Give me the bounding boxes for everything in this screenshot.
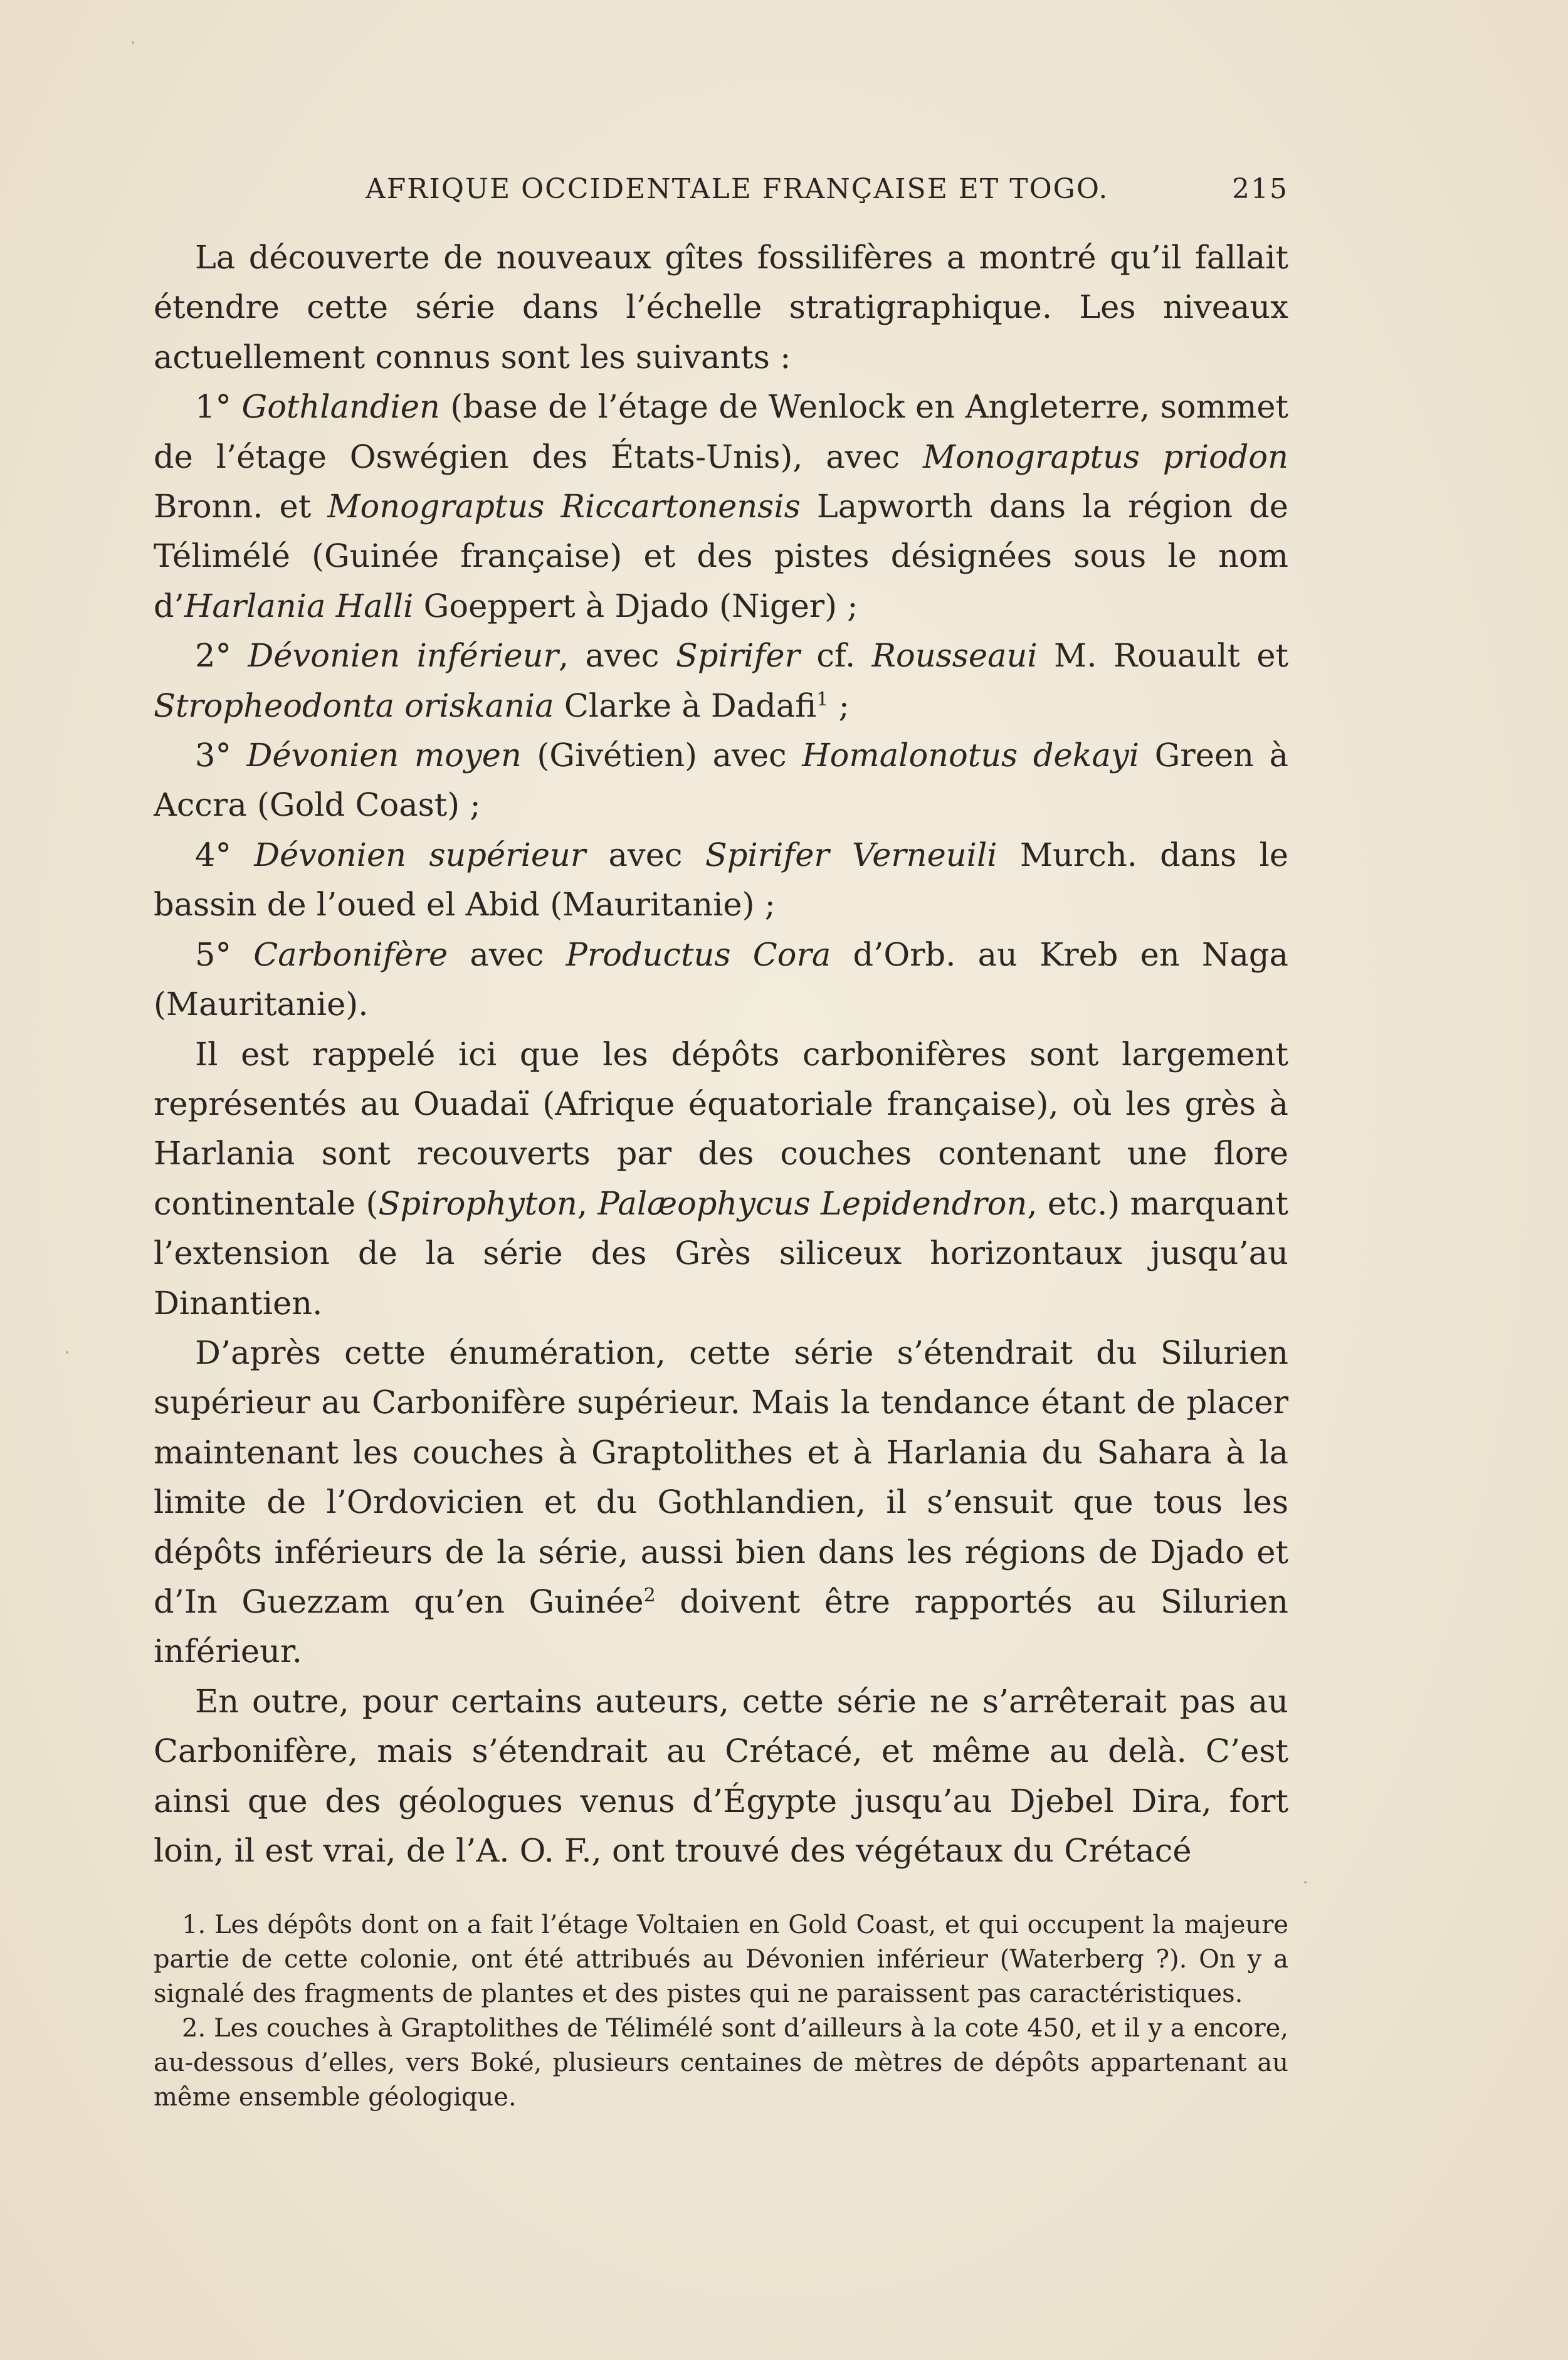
main-text [154,233,1288,1876]
footnotes [154,1908,1288,2115]
list-item-carbonifere: 5° Carbonifère avec Productus Cora d’Orb. au Kreb en Naga (Mauritanie). [154,936,1288,1024]
list-item-devonien-inferieur: 2° Dévonien inférieur, avec Spirifer cf. Rousseaui M. Rouault et Stropheodonta oriskania Clarke à Dadafi$^1$ ; [154,638,1288,725]
list-item-gothlandien: 1° Gothlandien (base de l’étage de Wenlock en Angleterre, sommet de l’étage Oswégien des États-Unis), avec Monograptus priodon Bronn. et Monograptus Riccartonensis Lapworth dans la région de Télimélé (Guinée française) et des pistes désignées sous le nom d’Harlania Halli Goeppert à Djado (Niger) ; [154,389,1288,625]
running-header [154,173,1288,211]
footnote-ref-2[interactable]: 2 [643,1584,656,1606]
paper-speck [132,41,134,44]
paragraph-cretace: En outre, pour certains auteurs, cette série ne s’arrêterait pas au Carbonifère, mais s’étendrait au Crétacé, et même au delà. C’est ainsi que des géologues venus d’Égypte jusqu’au Djebel Dira, fort loin, il est vrai, de l’A. O. F., ont trouvé des végétaux du Crétacé [154,1683,1288,1870]
footnote-ref-1[interactable]: 1 [816,688,829,710]
paper-speck [1304,1881,1307,1883]
running-title: AFRIQUE OCCIDENTALE FRANÇAISE ET TOGO. [366,173,1109,205]
footnote-1: 1. Les dépôts dont on a fait l’étage Voltaien en Gold Coast, et qui occupent la majeure partie de cette colonie, ont été attribués au Dévonien inférieur (Waterberg ?). On y a signalé des fragments de plantes et des pistes qui ne paraissent pas caractéristiques. [154,1910,1288,2008]
list-item-devonien-superieur: 4° Dévonien supérieur avec Spirifer Verneuili Murch. dans le bassin de l’oued el Abid (Mauritanie) ; [154,836,1289,924]
paragraph-ouadai: Il est rappelé ici que les dépôts carbonifères sont largement représentés au Ouadaï (Afrique équatoriale française), où les grès à Harlania sont recouverts par des couches contenant une flore continentale (Spirophyton, Palæophycus Lepidendron, etc.) marquant l’extension de la série des Grès siliceux horizontaux jusqu’au Dinantien. [154,1036,1288,1322]
list-item-devonien-moyen: 3° Dévonien moyen (Givétien) avec Homalonotus dekayi Green à Accra (Gold Coast) ; [154,737,1288,824]
paper-speck [66,1351,68,1354]
footnote-2: 2. Les couches à Graptolithes de Télimélé sont d’ailleurs à la cote 450, et il y a encore, au-dessous d’elles, vers Boké, plusieurs centaines de mètres de dépôts appartenant au même ensemble géologique. [154,2014,1288,2112]
paragraph-intro: La découverte de nouveaux gîtes fossilifères a montré qu’il fallait étendre cette série dans l’échelle stratigraphique. Les niveaux actuellement connus sont les suivants : [154,240,1288,376]
page-number: 215 [1232,173,1288,205]
paragraph-enumeration: D’après cette énumération, cette série s’étendrait du Silurien supérieur au Carbonifère supérieur. Mais la tendance étant de placer maintenant les couches à Graptolithes et à Harlania du Sahara à la limite de l’Ordovicien et du Gothlandien, il s’ensuit que tous les dépôts inférieurs de la série, aussi bien dans les régions de Djado et d’In Guezzam qu’en Guinée$^2$ doivent être rapportés au Silurien inférieur. [154,1334,1288,1671]
